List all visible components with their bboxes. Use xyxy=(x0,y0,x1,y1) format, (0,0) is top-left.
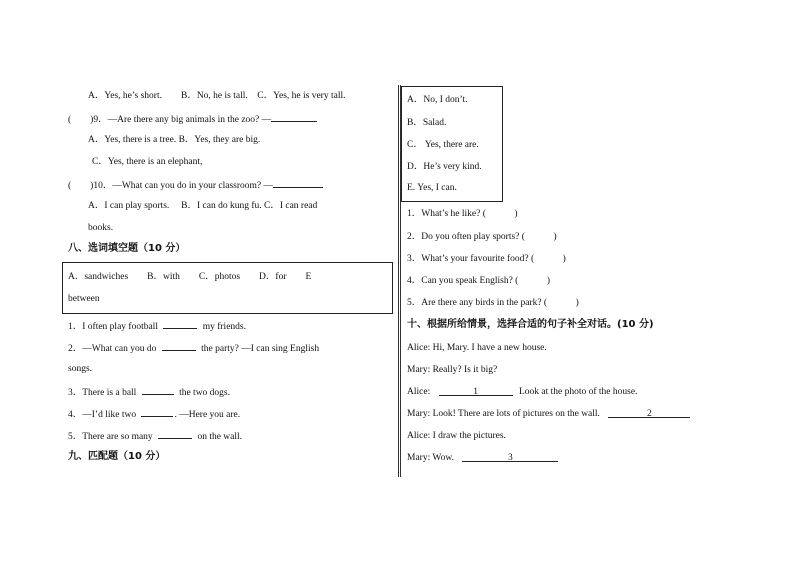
word-bank-line1: A．sandwiches B．with C．photos D．for E xyxy=(68,272,312,282)
q9-line xyxy=(68,112,317,126)
dialogue-blank-1-number: 1 xyxy=(473,387,478,397)
section10-title: 十、根据所给情景，选择合适的句子补全对话。(10 分) xyxy=(407,319,654,330)
q9-answer-blank[interactable] xyxy=(271,112,317,122)
fill-item-2-start: 2．—What can you do xyxy=(68,344,157,354)
fill-blank-1[interactable] xyxy=(163,319,197,329)
q10-line xyxy=(68,178,323,192)
match-option-c: C． Yes, there are. xyxy=(407,140,479,150)
q9-question: 9．—Are there any big animals in the zoo? — xyxy=(93,115,272,125)
dialogue-line-6 xyxy=(407,452,558,464)
fill-item-5-start: 5．There are so many xyxy=(68,432,153,442)
dialogue-line-6-text: Mary: Wow. xyxy=(407,453,454,463)
q10-options-line2: books. xyxy=(88,223,114,233)
dialogue-line-2: Mary: Really? Is it big? xyxy=(407,365,498,375)
match-question-5[interactable]: 5．Are there any birds in the park? ( ) xyxy=(407,298,579,308)
match-question-3[interactable]: 3．What’s your favourite food? ( ) xyxy=(407,254,566,264)
fill-item-3-end: the two dogs. xyxy=(179,388,231,398)
match-option-d: D．He’s very kind. xyxy=(407,162,482,172)
match-option-b: B．Salad. xyxy=(407,118,447,128)
fill-item-2 xyxy=(68,341,319,355)
dialogue-line-3 xyxy=(407,386,637,398)
fill-item-4-start: 4．—I’d like two xyxy=(68,410,137,420)
dialogue-blank-3[interactable] xyxy=(462,452,558,462)
q9-option-c: C．Yes, there is an elephant, xyxy=(92,157,203,167)
dialogue-blank-3-number: 3 xyxy=(508,453,513,463)
dialogue-line-1: Alice: Hi, Mary. I have a new house. xyxy=(407,343,547,353)
dialogue-line-4 xyxy=(407,408,690,420)
q10-answer-blank[interactable] xyxy=(273,178,323,188)
fill-item-4 xyxy=(68,407,240,421)
dialogue-line-5: Alice: I draw the pictures. xyxy=(407,431,506,441)
fill-item-2-end: the party? —I can sing English xyxy=(201,344,320,354)
fill-blank-3[interactable] xyxy=(142,385,174,395)
dialogue-blank-2-number: 2 xyxy=(646,409,652,419)
fill-blank-4[interactable] xyxy=(141,407,173,417)
match-option-a: A．No, I don’t. xyxy=(407,95,468,105)
fill-item-2-cont: songs. xyxy=(68,364,93,374)
match-question-2[interactable]: 2．Do you often play sports? ( ) xyxy=(407,232,557,242)
q10-options-line1: A．I can play sports. B．I can do kung fu. C．I can read xyxy=(88,201,318,211)
fill-item-3-start: 3．There is a ball xyxy=(68,388,137,398)
dialogue-line-3-text: Look at the photo of the house. xyxy=(518,387,638,397)
dialogue-blank-2[interactable] xyxy=(608,408,690,418)
q10-question: 10．—What can you do in your classroom? — xyxy=(93,181,273,191)
dialogue-blank-1[interactable] xyxy=(439,386,513,396)
dialogue-line-4-text: Mary: Look! There are lots of pictures on the wall. xyxy=(407,409,600,419)
q8-options: A．Yes, he’s short. B．No, he is tall. C．Yes, he is very tall. xyxy=(88,91,346,101)
section9-title: 九、匹配题（10 分） xyxy=(68,451,166,462)
section8-title: 八、选词填空题（10 分） xyxy=(68,243,186,254)
match-question-1[interactable]: 1．What’s he like? ( ) xyxy=(407,209,518,219)
fill-item-1-end: my friends. xyxy=(202,322,246,332)
q9-answer-paren[interactable]: ( ) xyxy=(68,115,94,125)
word-bank-line2: between xyxy=(68,294,100,304)
dialogue-line-3-speaker: Alice: xyxy=(407,387,431,397)
match-question-4[interactable]: 4．Can you speak English? ( ) xyxy=(407,276,551,286)
fill-item-1-start: 1．I often play football xyxy=(68,322,158,332)
fill-item-4-end: . —Here you are. xyxy=(174,410,241,420)
fill-item-3 xyxy=(68,385,230,399)
q9-options-ab: A．Yes, there is a tree. B．Yes, they are big. xyxy=(88,135,261,145)
fill-item-5-end: on the wall. xyxy=(197,432,243,442)
fill-blank-5[interactable] xyxy=(158,429,192,439)
q10-answer-paren[interactable]: ( ) xyxy=(68,181,94,191)
match-option-e: E. Yes, I can. xyxy=(407,183,457,193)
fill-item-1 xyxy=(68,319,246,333)
word-bank-box xyxy=(62,262,393,314)
fill-blank-2[interactable] xyxy=(162,341,196,351)
fill-item-5 xyxy=(68,429,242,443)
